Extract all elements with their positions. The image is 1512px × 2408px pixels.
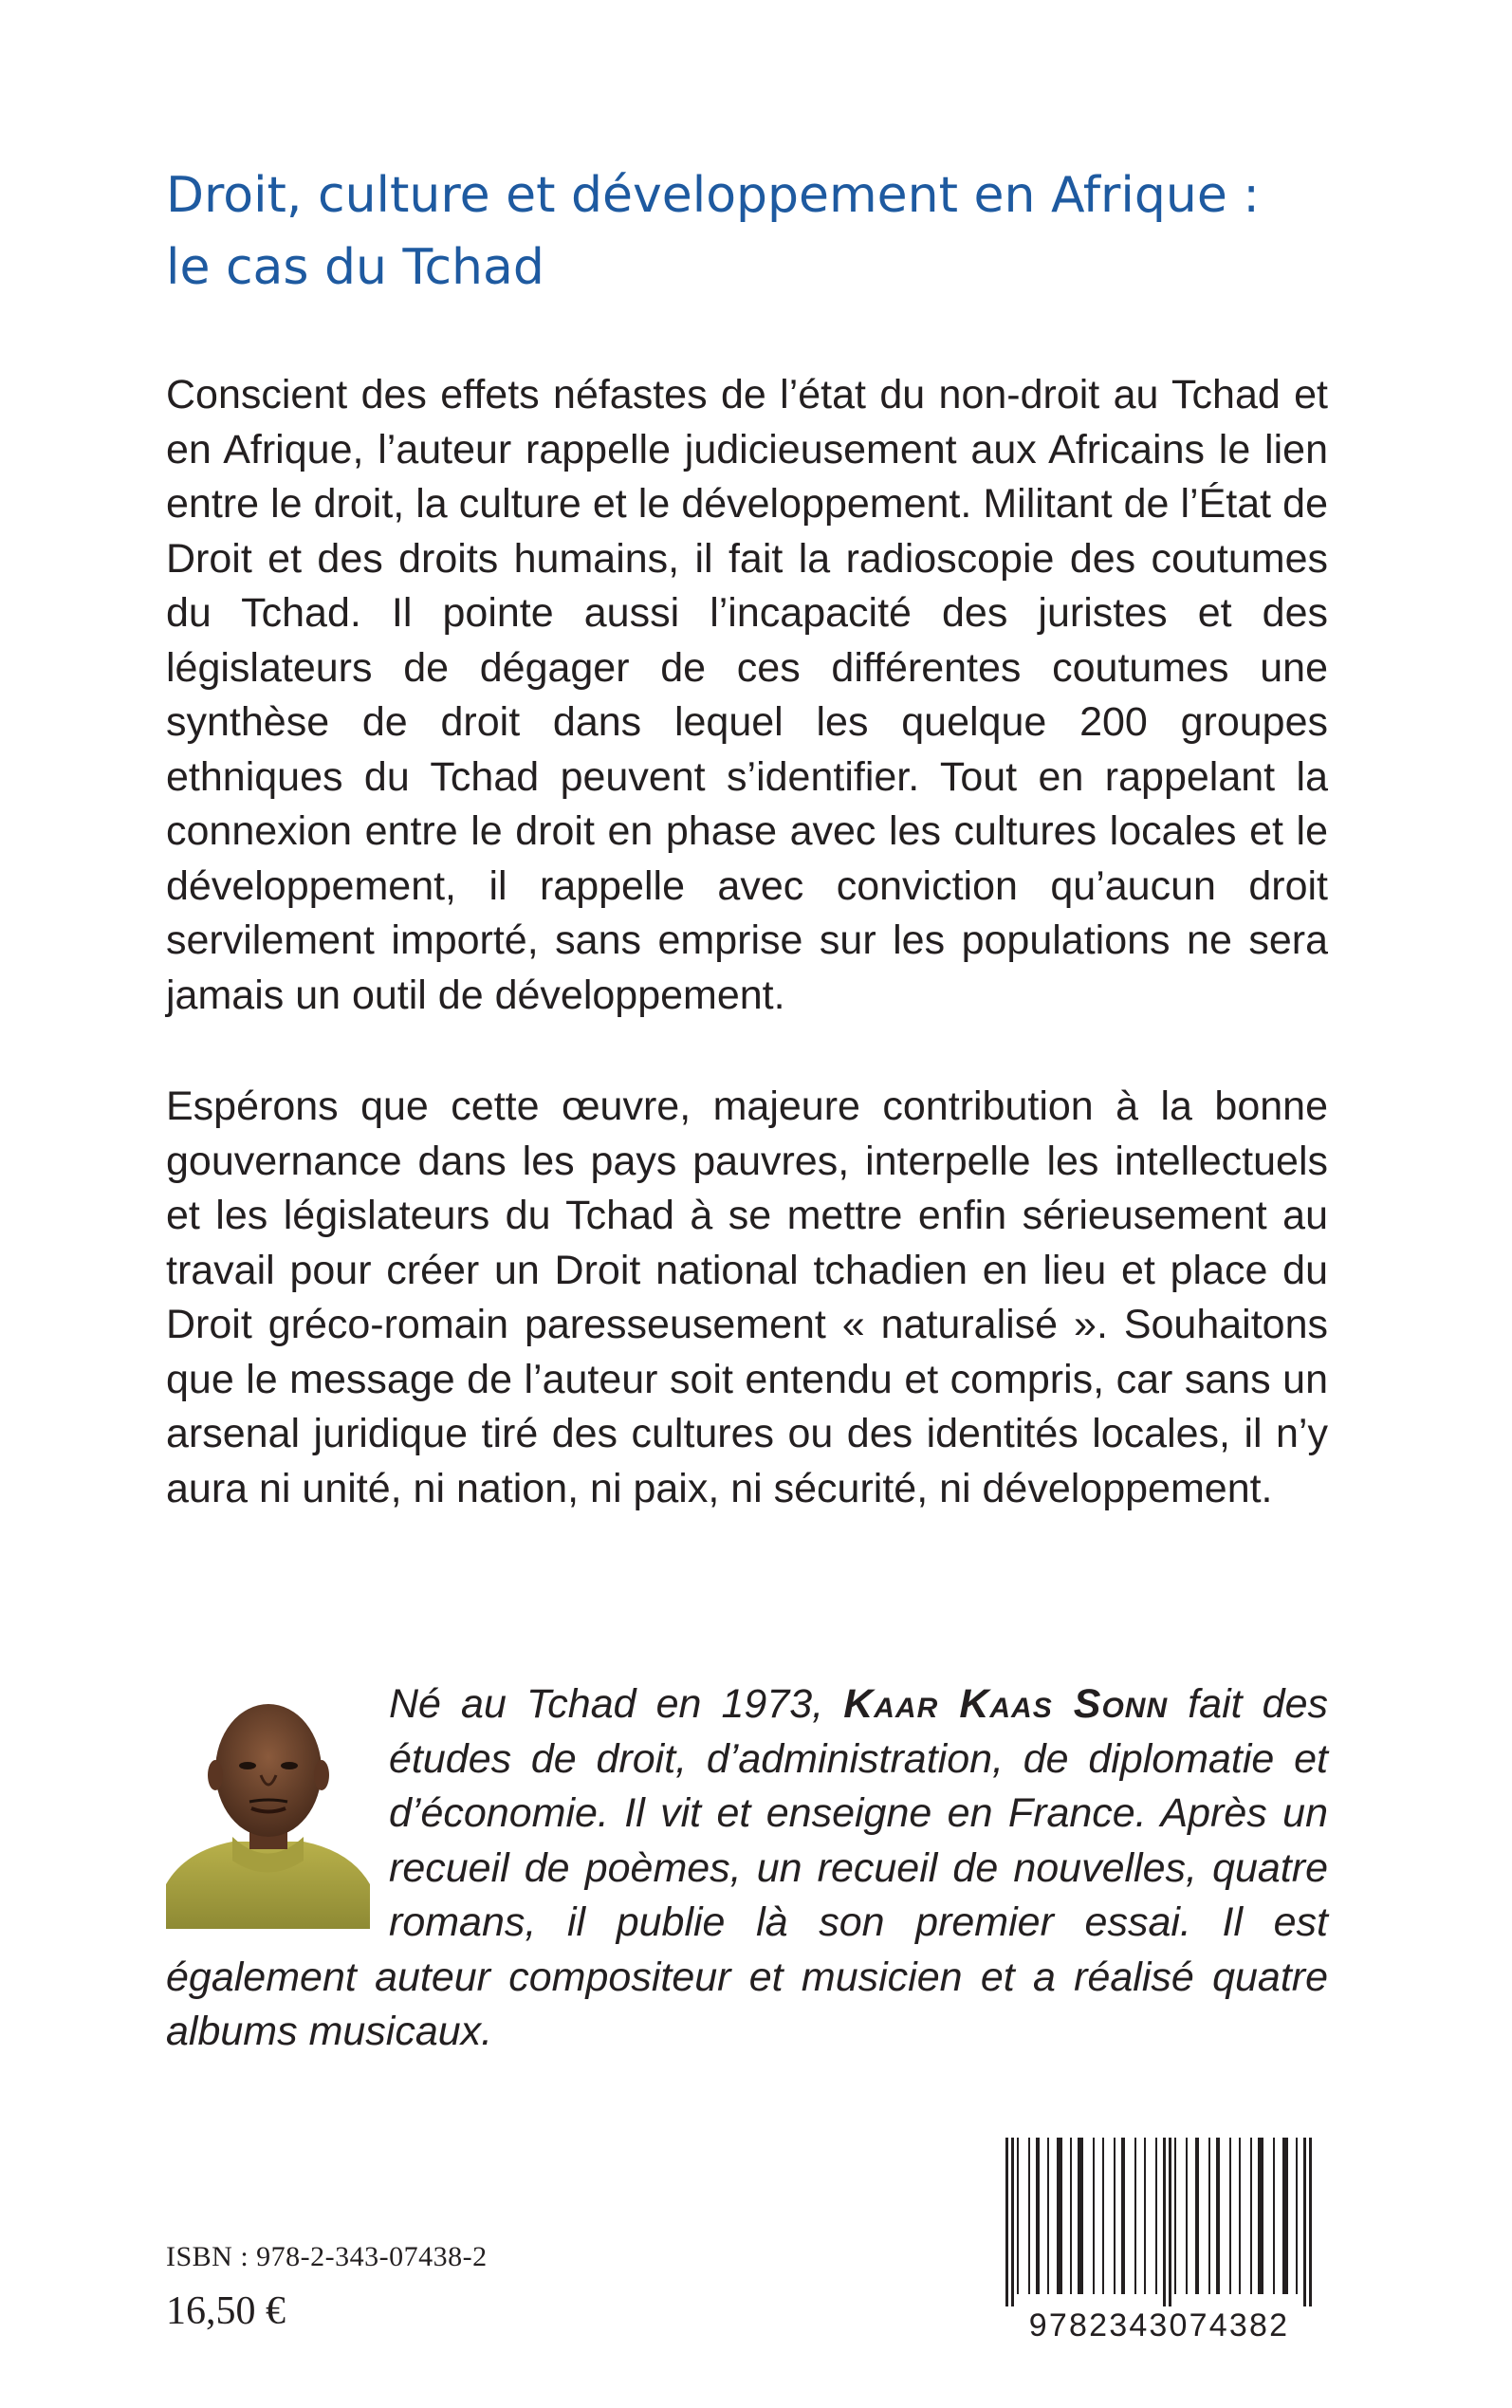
photo-spacer — [166, 1677, 389, 1934]
barcode-bar — [1114, 2138, 1116, 2294]
barcode-bar — [1047, 2138, 1049, 2294]
barcode-bar — [1229, 2138, 1231, 2294]
barcode-bar — [1208, 2138, 1210, 2294]
barcode-bar — [1239, 2138, 1241, 2294]
barcode-bar — [1057, 2138, 1062, 2294]
barcode-bar — [1036, 2138, 1040, 2294]
summary-paragraph-1: Conscient des effets néfastes de l’état du non-droit au Tchad et en Afrique, l’auteur rappelle judicieusement aux Africains le lien entre le droit, la culture et le développement. Militant de l’État de Droit et des droits humains, il fait la radioscopie des coutumes du Tchad. Il pointe aussi l’incapacité des juristes et des législateurs de dégager de ces différentes coutumes une synthèse de droit dans lequel les quelque 200 groupes ethniques du Tchad peuvent s’identifier. Tout en rappelant la connexion entre le droit en phase avec les cultures locales et le développement, il rappelle avec conviction qu’aucun droit servilement importé, sans emprise sur les populations ne sera jamais un outil de développement. — [166, 372, 1328, 1018]
book-title-line-2: le cas du Tchad — [166, 239, 544, 296]
barcode-bar — [1250, 2138, 1252, 2294]
author-bio-text: fait des études de droit, d’administration, de diplomatie et d’économie. Il vit et enseigne en France. Après un recueil de poèmes, un recueil de nouvelles, quatre romans, il publie là son premier essai. Il est également auteur compositeur et musicien et a réalisé quatre albums musicaux. — [166, 1681, 1328, 2054]
barcode-bar — [1028, 2138, 1030, 2294]
book-title-line-1: Droit, culture et développement en Afrique : — [166, 167, 1260, 224]
barcode-bar — [1144, 2138, 1146, 2294]
book-title — [166, 159, 1399, 304]
price-label: 16,50 € — [166, 2289, 286, 2333]
summary-paragraph-2: Espérons que cette œuvre, majeure contribution à la bonne gouvernance dans les pays pauvres, interpelle les intellectuels et les législateurs du Tchad à se mettre enfin sérieusement au travail pour créer un Droit national tchadien en lieu et place du Droit gréco-romain paresseusement « naturalisé ». Souhaitons que le message de l’auteur soit entendu et compris, car sans un arsenal juridique tiré des cultures ou des identités locales, il n’y aura ni unité, ni nation, ni paix, ni sécurité, ni développement. — [166, 1084, 1328, 1511]
barcode-bar — [1134, 2138, 1136, 2294]
barcode-bar — [1011, 2138, 1014, 2306]
barcode-bar — [1186, 2138, 1188, 2294]
author-bio — [166, 1677, 1328, 2060]
isbn-label: ISBN : 978-2-343-07438-2 — [166, 2241, 488, 2272]
barcode-bar — [1169, 2138, 1171, 2306]
barcode-bar — [1282, 2138, 1288, 2294]
barcode-bar — [1216, 2138, 1220, 2294]
barcode-bar — [1273, 2138, 1275, 2294]
barcode-bar — [1155, 2138, 1157, 2294]
author-bio-intro: Né au Tchad en 1973, — [389, 1681, 844, 1727]
barcode-bar — [1093, 2138, 1095, 2294]
barcode-bar — [1296, 2138, 1298, 2294]
barcode-bar — [1258, 2138, 1263, 2294]
barcode-bar — [1121, 2138, 1125, 2294]
author-name: Kaar Kaas Sonn — [843, 1681, 1169, 1727]
barcode-bar — [1070, 2138, 1072, 2294]
barcode-bar — [1303, 2138, 1306, 2306]
barcode-bar — [1309, 2138, 1312, 2306]
barcode-bar — [1005, 2138, 1008, 2306]
barcode-bar — [1195, 2138, 1199, 2294]
barcode-bar — [1078, 2138, 1083, 2294]
barcode-bar — [1017, 2138, 1019, 2294]
barcode-bar — [1102, 2138, 1104, 2294]
barcode-digits: 9782343074382 — [1028, 2307, 1290, 2343]
barcode-bar — [1174, 2138, 1176, 2294]
barcode-bar — [1163, 2138, 1166, 2306]
barcode-bars — [998, 2138, 1320, 2308]
